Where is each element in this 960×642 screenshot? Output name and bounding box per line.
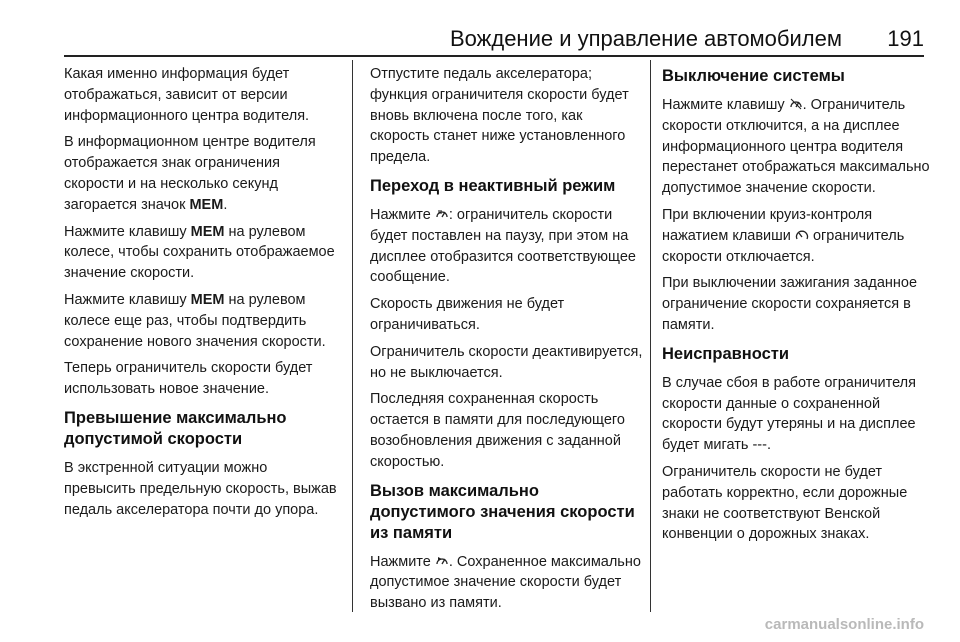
page-number: 191 <box>887 26 924 51</box>
cruise-control-icon <box>795 228 809 242</box>
section-heading: Выключение системы <box>662 67 845 85</box>
paragraph: При выключении зажигания заданное ограничение скорости сохраняется в памяти. <box>662 275 918 333</box>
text-column-2 <box>370 64 644 620</box>
section-heading: Переход в неактивный режим <box>370 176 616 195</box>
paragraph: Нажмите клавишу MEM на рулевом колесе еще раз, чтобы подтвердить сохранение нового значения скорости. <box>64 291 326 350</box>
paragraph: Нажмите . Сохраненное максимально допустимое значение скорости будет вызвано из памяти. <box>370 553 641 612</box>
paragraph: В случае сбоя в работе ограничителя скорости данные о сохраненной скорости будут утеряны и на дисплее будет мигать ---. <box>662 374 916 454</box>
speed-limiter-off-icon <box>789 97 803 111</box>
paragraph: Ограничитель скорости деактивируется, но не выключается. <box>370 343 643 381</box>
paragraph: Нажмите клавишу MEM на рулевом колесе, чтобы сохранить отображаемое значение скорости. <box>64 223 335 282</box>
header-divider <box>64 55 924 57</box>
text-column-1 <box>64 64 338 526</box>
paragraph: Теперь ограничитель скорости будет использовать новое значение. <box>64 360 313 398</box>
column-divider <box>650 60 651 612</box>
mem-key-label: MEM <box>189 196 224 213</box>
page-title: Вождение и управление автомобилем <box>449 26 842 51</box>
mem-key-label: MEM <box>190 291 225 308</box>
text-column-3 <box>662 64 936 551</box>
mem-key-label: MEM <box>190 223 225 240</box>
section-heading: Неисправности <box>662 344 790 363</box>
page-header <box>0 0 960 60</box>
paragraph: Какая именно информация будет отображаться, зависит от версии информационного центра водителя. <box>64 66 310 124</box>
paragraph: При включении круиз-контроля нажатием клавиши ограничитель скорости отключается. <box>662 206 905 265</box>
paragraph: Нажмите клавишу . Ограничитель скорости отключится, а на дисплее информационного центра водителя перестанет отображаться максимально допустимое значение скорости. <box>662 97 930 197</box>
paragraph: Последняя сохраненная скорость остается в памяти для последующего возобновления движения с заданной скоростью. <box>370 391 625 470</box>
paragraph: Скорость движения не будет ограничиваться. <box>370 296 565 333</box>
paragraph: Отпустите педаль акселератора; функция ограничителя скорости будет вновь включена после того, как скорость станет ниже установленного предела. <box>370 66 629 166</box>
section-heading: Превышение максимально допустимой скорости <box>64 408 287 448</box>
paragraph: Ограничитель скорости не будет работать корректно, если дорожные знаки не соответствуют Венской конвенции о дорожных знаках. <box>662 463 908 543</box>
paragraph: В информационном центре водителя отображается знак ограничения скорости и на несколько секунд загорается значок MEM. <box>64 134 316 213</box>
section-heading: Вызов максимально допустимого значения скорости из памяти <box>370 481 635 542</box>
speed-limiter-resume-icon <box>435 554 449 568</box>
speed-limiter-pause-icon <box>435 207 449 221</box>
paragraph: Нажмите : ограничитель скорости будет поставлен на паузу, при этом на дисплее отобразится соответствующее сообщение. <box>370 206 636 286</box>
column-divider <box>352 60 353 612</box>
paragraph: В экстренной ситуации можно превысить предельную скорость, выжав педаль акселератора почти до упора. <box>64 459 337 518</box>
watermark: carmanualsonline.info <box>764 616 924 633</box>
